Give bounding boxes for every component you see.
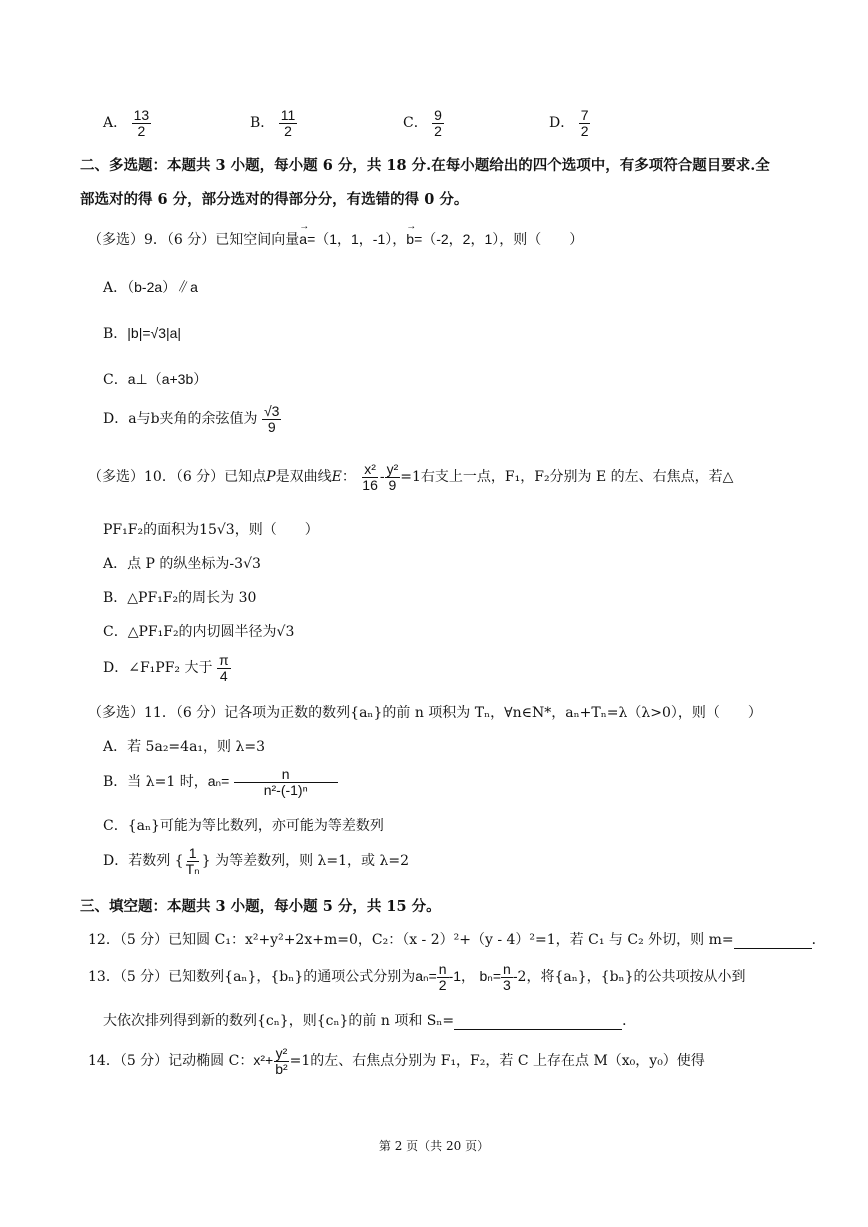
answer-blank[interactable]: [734, 948, 812, 949]
fraction: $\frac{\text{y²}}{9}$: [386, 461, 399, 493]
q11-option-a: A．若 5a₂=4a₁，则 λ=3: [103, 739, 265, 755]
option-label: D．: [549, 115, 575, 132]
fraction: $\frac{7}{2}$: [580, 107, 589, 139]
fraction: $\frac{1}{\text{Tₙ}}$: [185, 845, 200, 877]
fraction: $\frac{n}{2}$: [438, 961, 447, 993]
q9-option-c: C．a⊥（a+3b）: [103, 371, 208, 388]
fraction: $\frac{9}{2}$: [434, 107, 442, 139]
vector-b: → b: [406, 231, 414, 248]
section2-heading-line2: 部选对的得 6 分，部分选对的得部分分，有选错的得 0 分。: [80, 191, 469, 208]
q9-option-d: D．a与b夹角的余弦值为 $\frac{√3}{9}$: [103, 403, 280, 435]
q13-line2: 大依次排列得到新的数列{cₙ}，则{cₙ}的前 n 项和 Sₙ= ．: [103, 1013, 637, 1029]
q11-stem: （多选）11．（6 分）记各项为正数的数列{aₙ}的前 n 项积为 Tₙ，∀n∈N*，aₙ+Tₙ=λ（λ>0），则（ ）: [88, 705, 762, 721]
fraction: $\frac{n}{3}$: [503, 961, 511, 993]
page-footer: 第 2 页（共 20 页）: [378, 1139, 490, 1153]
q9-option-b: B．|b|=√3|a|: [103, 325, 182, 342]
fraction: $\frac{13}{2}$: [133, 107, 150, 139]
fraction: $\frac{\pi}{4}$: [218, 652, 229, 684]
fraction: $\frac{√3}{9}$: [264, 403, 280, 435]
q10-stem: （多选）10．（6 分）已知点P是双曲线E： $\frac{\text{x²}}{16}$ - $\frac{\text{y²}}{9}$ =1右支上一点，F₁，F₂分别为 E 的左、右焦点，若△: [88, 461, 734, 493]
fraction: $\frac{n}{\text{n²-(-1)ⁿ}}$: [234, 767, 338, 797]
fraction: $\frac{\text{y²}}{\text{b²}}$: [275, 1045, 288, 1077]
option-label: B．: [250, 115, 275, 132]
q9-stem: （多选）9．（6 分）已知空间向量→ a=（1，1，-1），→ b=（-2，2，1），则（ ）: [88, 231, 583, 249]
q8-option-a: [103, 108, 151, 138]
answer-blank[interactable]: [454, 1029, 622, 1030]
option-label: A．: [103, 115, 128, 132]
q13-stem: 13．（5 分）已知数列{aₙ}，{bₙ}的通项公式分别为aₙ= $\frac{n}{2}$ -1， bₙ= $\frac{n}{3}$ -2，将{aₙ}，{bₙ}的公共项按从小到: [88, 961, 746, 993]
section2-heading-line1: 二、多选题：本题共 3 小题，每小题 6 分，共 18 分.在每小题给出的四个选项中，有多项符合题目要求.全: [80, 157, 770, 174]
fraction: $\frac{11}{2}$: [280, 107, 296, 139]
q10-option-c: C．△PF₁F₂的内切圆半径为√3: [103, 624, 295, 640]
q11-option-d: D．若数列 { $\frac{1}{\text{Tₙ}}$ } 为等差数列，则 λ=1，或 λ=2: [103, 845, 410, 877]
section3-heading: 三、填空题：本题共 3 小题，每小题 5 分，共 15 分。: [80, 898, 441, 915]
vector-a: → a: [299, 231, 307, 248]
q10-option-b: B．△PF₁F₂的周长为 30: [103, 590, 257, 606]
fraction: $\frac{\text{x²}}{16}$: [362, 461, 378, 493]
q8-option-d: [549, 108, 590, 138]
q10-option-d: D．∠F₁PF₂ 大于 $\frac{\pi}{4}$: [103, 652, 229, 684]
q12: 12．（5 分）已知圆 C₁：x²+y²+2x+m=0，C₂：（x - 2）²+（y - 4）²=1，若 C₁ 与 C₂ 外切，则 m= ．: [88, 932, 826, 948]
q8-option-c: [403, 108, 444, 138]
q11-option-c: C．{aₙ}可能为等比数列，亦可能为等差数列: [103, 818, 384, 834]
q10-line2: PF₁F₂的面积为15√3，则（ ）: [103, 522, 319, 538]
option-label: C．: [403, 115, 428, 132]
q9-option-a: A．（b-2a）∥a: [103, 279, 198, 296]
q10-option-a: A．点 P 的纵坐标为-3√3: [103, 556, 261, 572]
q11-option-b: B．当 λ=1 时，aₙ= $\frac{n}{\text{n²-(-1)ⁿ}}$: [103, 767, 338, 797]
q8-option-b: [250, 108, 297, 138]
q14-stem: 14．（5 分）记动椭圆 C：x²+ $\frac{\text{y²}}{\text{b²}}$ =1的左、右焦点分别为 F₁，F₂，若 C 上存在点 M（x₀，y₀）使得: [88, 1045, 705, 1077]
